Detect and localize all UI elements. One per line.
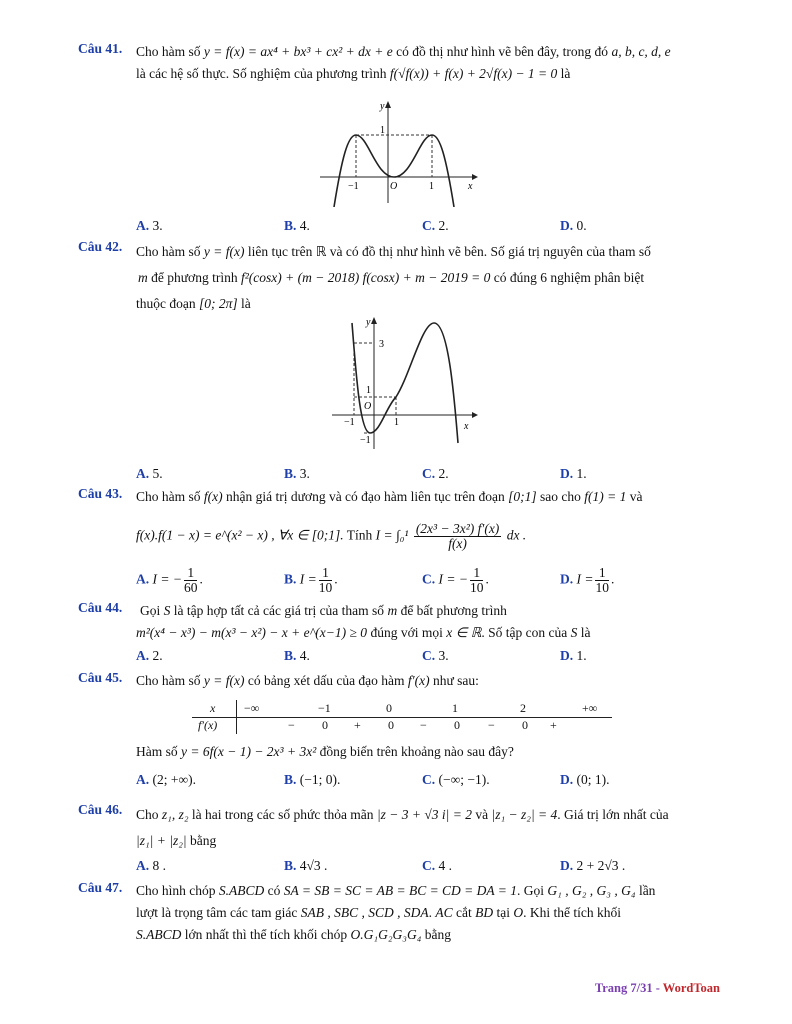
q43-condition: f(x).f(1 − x) = e^(x² − x) , ∀x ∈ [0;1]. xyxy=(136,527,344,543)
q45-x-4: 2 xyxy=(520,701,526,715)
q43-integrand: $\frac{\text{(2x³ − 3x²) f′(x)}}{f(x)}$ xyxy=(415,521,500,551)
q43-answer-b[interactable]: B. I = $\frac{1}{10}$ . xyxy=(284,565,338,595)
question-47-label: Câu 47. xyxy=(78,880,123,895)
q46-answer-b[interactable]: B. 4√3 . xyxy=(284,858,328,873)
q45-answer-d[interactable]: D. (0; 1). xyxy=(560,772,610,787)
question-47 xyxy=(78,880,718,950)
q45-sign-2: + xyxy=(354,718,361,732)
q44-answer-b[interactable]: B. 4. xyxy=(284,648,310,663)
q46-answer-c[interactable]: C. 4 . xyxy=(422,858,452,873)
question-43-label: Câu 43. xyxy=(78,486,123,501)
q42-graph xyxy=(330,313,480,453)
q43-answer-a[interactable]: A. I = − $\frac{1}{60}$ . xyxy=(136,565,203,595)
q45-sign-7: 0 xyxy=(522,718,528,732)
q42-answer-b[interactable]: B. 3. xyxy=(284,466,310,481)
brand-toan: Toan xyxy=(693,981,720,995)
q42-tick-1: 1 xyxy=(394,417,399,428)
q45-x-2: 0 xyxy=(386,701,392,715)
brand-word: Word xyxy=(662,981,694,995)
question-42 xyxy=(78,239,718,319)
q44-answer-c[interactable]: C. 3. xyxy=(422,648,449,663)
question-41-body: Cho hàm số y = f(x) = ax⁴ + bx³ + cx² + dx + e có đồ thị như hình vẽ bên đây, trong đó a, b, c, d, e là các hệ số thực. Số nghiệm của phương trình f(√f(x)) + f(x) + 2√f(x) − 1 = 0 là xyxy=(136,44,671,81)
q45-sign-0: − xyxy=(288,718,295,732)
q41-equation: f(√f(x)) + f(x) + 2√f(x) − 1 = 0 xyxy=(389,66,558,81)
question-47-body: Cho hình chóp S.ABCD có SA = SB = SC = AB = BC = CD = DA = 1. Gọi G₁ , G₂ , G₃ , G₄ lần lượt là trọng tâm các tam giác SAB , SBC , SCD , SDA. AC cắt BD tại O. Khi thể tích khối S.ABCD lớn nhất thì thể tích khối chóp O.G₁G₂G₃G₄ bằng xyxy=(136,883,656,942)
q42-y-label: y xyxy=(366,317,371,328)
q42-tick-neg1: −1 xyxy=(344,417,355,428)
q42-tick-3: 3 xyxy=(379,339,384,350)
q45-sign-table xyxy=(192,700,612,734)
q41-origin: O xyxy=(390,181,398,192)
q45-sign-4: − xyxy=(420,718,427,732)
question-43-body: Cho hàm số f(x) nhận giá trị dương và có đạo hàm liên tục trên đoạn [0;1] sao cho f(1) = 1 và f(x).f(1 − x) = e^(x² − x) , ∀x ∈ [0;1]. Tính I = ∫₀¹ $\frac{\text{(2x³ − 3x²) f′(x)}}{f(x)}$ dx . xyxy=(136,489,643,551)
q42-answer-a[interactable]: A. 5. xyxy=(136,466,163,481)
q41-tick-y1: 1 xyxy=(380,125,385,136)
q42-answer-c[interactable]: C. 2. xyxy=(422,466,449,481)
q42-origin: O xyxy=(364,401,372,412)
q41-curve xyxy=(334,135,454,207)
q42-curve xyxy=(352,323,458,443)
question-45-body: Cho hàm số y = f(x) có bảng xét dấu của đạo hàm f′(x) như sau: xyxy=(136,673,479,688)
question-46-label: Câu 46. xyxy=(78,802,123,817)
q45-sign-8: + xyxy=(550,718,557,732)
q45-x-5: +∞ xyxy=(582,701,598,715)
q45-row1-label: x xyxy=(210,701,216,715)
question-44-label: Câu 44. xyxy=(78,600,123,615)
q42-answer-d[interactable]: D. 1. xyxy=(560,466,587,481)
question-44-body: Gọi S là tập hợp tất cả các giá trị của tham số m để bất phương trình m²(x⁴ − x³) − m(x³ − x²) − x + e^(x−1) ≥ 0 đúng với mọi x ∈ ℝ. Số tập con của S là xyxy=(136,603,591,640)
q45-answer-b[interactable]: B. (−1; 0). xyxy=(284,772,341,787)
question-44 xyxy=(78,600,718,650)
q43-answer-d[interactable]: D. I = $\frac{1}{10}$ . xyxy=(560,565,615,595)
question-41-label: Câu 41. xyxy=(78,41,123,56)
q43-answer-c[interactable]: C. I = − $\frac{1}{10}$ . xyxy=(422,565,489,595)
page-footer: Trang 7/31 - WordToan xyxy=(594,981,720,995)
q41-tick-1: 1 xyxy=(429,181,434,192)
q41-answer-c[interactable]: C. 2. xyxy=(422,218,449,233)
q45-x-0: −∞ xyxy=(244,701,260,715)
question-43 xyxy=(78,486,718,576)
question-42-label: Câu 42. xyxy=(78,239,123,254)
q44-answer-d[interactable]: D. 1. xyxy=(560,648,587,663)
q41-x-label: x xyxy=(468,181,473,192)
q45-sign-5: 0 xyxy=(454,718,460,732)
q45-row2-label: f′(x) xyxy=(198,718,218,732)
page-number: Trang 7/31 xyxy=(594,981,653,995)
q41-function: y = f(x) = ax⁴ + bx³ + cx² + dx + e xyxy=(203,44,393,59)
q45-x-3: 1 xyxy=(452,701,458,715)
q41-y-label: y xyxy=(380,101,385,112)
q42-tick-yneg1: −1 xyxy=(360,435,371,446)
q44-answer-a[interactable]: A. 2. xyxy=(136,648,163,663)
q42-x-label: x xyxy=(464,421,469,432)
question-42-body: Cho hàm số y = f(x) liên tục trên ℝ và có đồ thị như hình vẽ bên. Số giá trị nguyên của tham số m để phương trình f²(cosx) + (m − 2018) f(cosx) + m − 2019 = 0 có đúng 6 nghiệm phân biệt thuộc đoạn [0; 2π] là xyxy=(136,244,651,311)
question-46-body: Cho z₁, z₂ là hai trong các số phức thỏa mãn |z − 3 + √3 i| = 2 và |z₁ − z₂| = 4. Giá trị lớn nhất của |z₁| + |z₂| bằng xyxy=(136,807,669,848)
q46-answer-d[interactable]: D. 2 + 2√3 . xyxy=(560,858,626,873)
q45-sign-3: 0 xyxy=(388,718,394,732)
question-46 xyxy=(78,802,718,852)
q44-inequality: m²(x⁴ − x³) − m(x³ − x²) − x + e^(x−1) ≥ 0 xyxy=(136,625,368,640)
q45-question: Hàm số y = 6f(x − 1) − 2x³ + 3x² đồng biến trên khoảng nào sau đây? xyxy=(136,744,514,759)
q41-answer-a[interactable]: A. 3. xyxy=(136,218,163,233)
q41-graph xyxy=(318,97,483,207)
q42-equation: f²(cosx) + (m − 2018) f(cosx) + m − 2019 = 0 xyxy=(240,270,491,285)
question-45 xyxy=(78,670,718,700)
q41-tick-neg1: −1 xyxy=(348,181,359,192)
question-45-label: Câu 45. xyxy=(78,670,123,685)
q41-answer-b[interactable]: B. 4. xyxy=(284,218,310,233)
q45-sign-1: 0 xyxy=(322,718,328,732)
q45-answer-a[interactable]: A. (2; +∞). xyxy=(136,772,196,787)
q42-tick-y1: 1 xyxy=(366,385,371,396)
q45-sign-6: − xyxy=(488,718,495,732)
q41-answer-d[interactable]: D. 0. xyxy=(560,218,587,233)
q45-answer-c[interactable]: C. (−∞; −1). xyxy=(422,772,490,787)
q46-answer-a[interactable]: A. 8 . xyxy=(136,858,166,873)
q45-x-1: −1 xyxy=(318,701,331,715)
